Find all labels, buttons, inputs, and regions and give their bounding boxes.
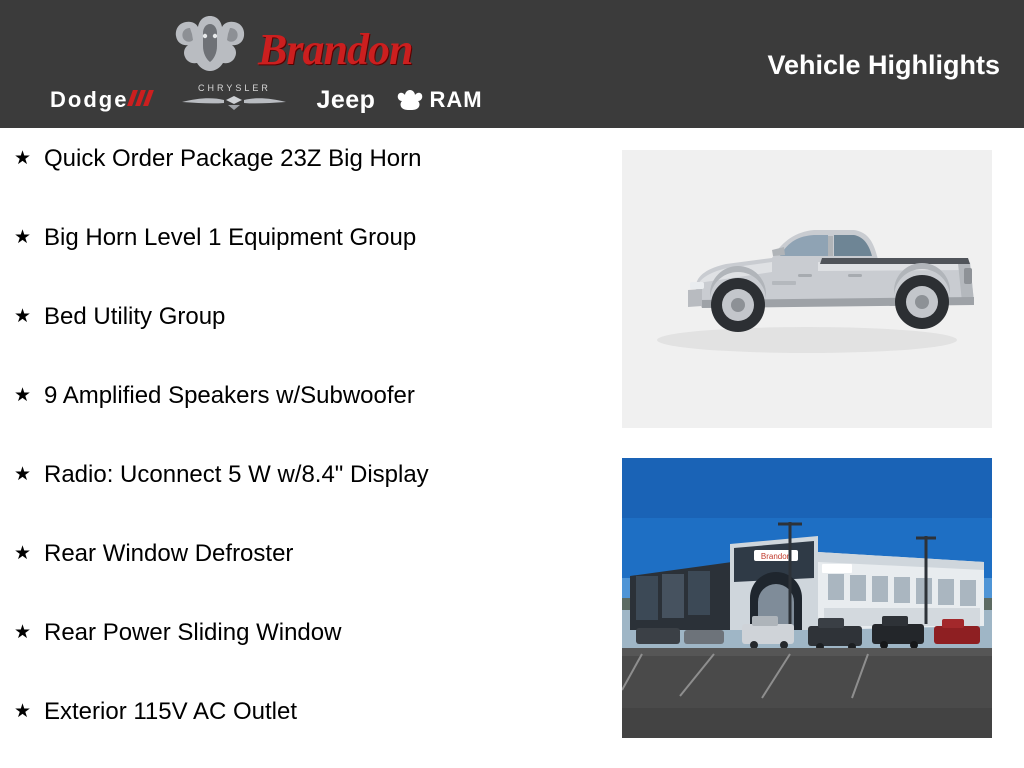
svg-text:Brandon: Brandon bbox=[760, 552, 792, 561]
star-bullet-icon: ★ bbox=[14, 148, 32, 169]
chrysler-wings-icon bbox=[176, 94, 292, 112]
star-bullet-icon: ★ bbox=[14, 701, 32, 722]
ram-head-logo-icon bbox=[170, 12, 250, 74]
list-item-label: Rear Power Sliding Window bbox=[44, 619, 342, 646]
vehicle-side-profile-photo bbox=[622, 150, 992, 428]
list-item bbox=[0, 620, 610, 699]
jeep-wordmark: Jeep bbox=[316, 85, 376, 114]
list-item bbox=[0, 699, 610, 768]
list-item bbox=[0, 304, 610, 383]
list-item bbox=[0, 383, 610, 462]
star-bullet-icon: ★ bbox=[14, 464, 32, 485]
list-item-label: Bed Utility Group bbox=[44, 303, 226, 330]
ram-wordmark: RAM bbox=[429, 87, 483, 112]
dealership-exterior-photo bbox=[622, 458, 992, 738]
list-item bbox=[0, 225, 610, 304]
ram-logo bbox=[397, 87, 482, 113]
list-item-label: Radio: Uconnect 5 W w/8.4" Display bbox=[44, 461, 429, 488]
star-bullet-icon: ★ bbox=[14, 385, 32, 406]
dodge-wordmark: Dodge bbox=[50, 87, 152, 113]
chrysler-logo bbox=[174, 83, 294, 117]
list-item bbox=[0, 462, 610, 541]
star-bullet-icon: ★ bbox=[14, 227, 32, 248]
chrysler-wordmark: CHRYSLER bbox=[198, 83, 271, 93]
list-item-label: Exterior 115V AC Outlet bbox=[44, 698, 298, 725]
brand-row bbox=[50, 82, 540, 118]
vehicle-highlights-list bbox=[0, 146, 610, 768]
page-header bbox=[0, 0, 1024, 128]
page-title: Vehicle Highlights bbox=[767, 50, 1000, 80]
list-item-label: 9 Amplified Speakers w/Subwoofer bbox=[44, 382, 415, 409]
list-item-label: Quick Order Package 23Z Big Horn bbox=[44, 145, 422, 172]
star-bullet-icon: ★ bbox=[14, 543, 32, 564]
dodge-stripes-icon bbox=[130, 90, 152, 106]
dealer-name: Brandon bbox=[258, 25, 413, 74]
list-item-label: Rear Window Defroster bbox=[44, 540, 294, 567]
dealer-logo bbox=[40, 8, 540, 120]
page-content bbox=[0, 128, 1024, 768]
list-item bbox=[0, 541, 610, 620]
list-item-label: Big Horn Level 1 Equipment Group bbox=[44, 224, 417, 251]
ram-head-icon bbox=[397, 89, 423, 111]
star-bullet-icon: ★ bbox=[14, 622, 32, 643]
star-bullet-icon: ★ bbox=[14, 306, 32, 327]
list-item bbox=[0, 146, 610, 225]
